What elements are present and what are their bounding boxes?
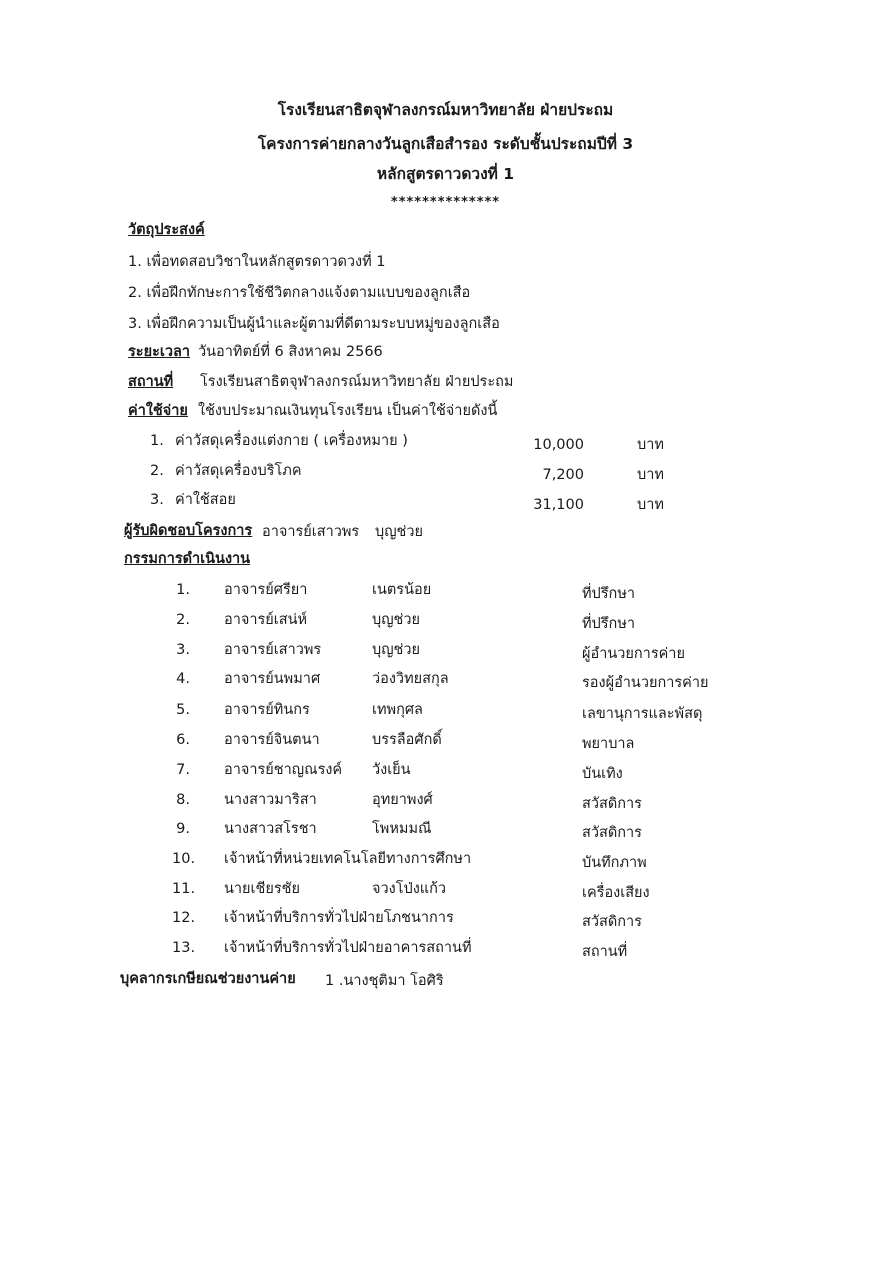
budget-item-unit: บาท [637, 497, 664, 513]
objective-item: 2. เพื่อฝึกทักษะการใช้ชีวิตกลางแจ้งตามแบบของลูกเสือ [128, 285, 471, 301]
committee-member-no: 2. [176, 612, 190, 628]
objective-item: 3. เพื่อฝึกความเป็นผู้นำและผู้ตามที่ดีตามระบบหมู่ของลูกเสือ [128, 316, 500, 332]
stars-divider: ************** [390, 195, 501, 210]
objectives-heading: วัตถุประสงค์ [128, 222, 205, 238]
committee-member-name: เจ้าหน้าที่หน่วยเทคโนโลยีทางการศึกษา [224, 851, 472, 867]
course-title: หลักสูตรดาวดวงที่ 1 [376, 165, 515, 183]
committee-member-role: สวัสดิการ [582, 796, 642, 812]
committee-member-role: พยาบาล [582, 736, 635, 752]
committee-member-role: บันทึกภาพ [582, 855, 647, 871]
retired-staff-label: บุคลากรเกษียณช่วยงานค่าย [120, 971, 296, 987]
responsible-last-name: บุญช่วย [375, 524, 424, 540]
committee-member-name: นายเชียรชัย [224, 881, 300, 897]
committee-member-role: ผู้อำนวยการค่าย [582, 646, 685, 662]
budget-item-unit: บาท [637, 467, 664, 483]
committee-member-no: 9. [176, 821, 190, 837]
committee-member-no: 10. [172, 851, 196, 867]
committee-member-last-name: เทพกุศล [372, 702, 423, 718]
committee-member-name: อาจารย์เสน่ห์ [224, 612, 308, 628]
budget-item-amount: 10,000 [533, 437, 584, 453]
committee-member-last-name: อุทยาพงศ์ [372, 792, 433, 808]
committee-member-no: 3. [176, 642, 190, 658]
budget-item-no: 3. [150, 492, 164, 508]
committee-member-last-name: จวงโป่งแก้ว [372, 881, 447, 897]
budget-item-name: ค่าวัสดุเครื่องแต่งกาย ( เครื่องหมาย ) [175, 433, 408, 449]
committee-member-name: อาจารย์ศรียา [224, 582, 308, 598]
committee-member-no: 6. [176, 732, 190, 748]
committee-member-no: 13. [172, 940, 196, 956]
responsible-label: ผู้รับผิดชอบโครงการ [124, 523, 253, 539]
committee-member-last-name: บุญช่วย [372, 612, 421, 628]
committee-member-name: อาจารย์ชาญณรงค์ [224, 762, 343, 778]
school-title: โรงเรียนสาธิตจุฬาลงกรณ์มหาวิทยาลัย ฝ่ายประถม [277, 101, 614, 119]
duration-value: วันอาทิตย์ที่ 6 สิงหาคม 2566 [198, 344, 383, 360]
committee-member-name: อาจารย์ทินกร [224, 702, 310, 718]
committee-member-no: 11. [172, 881, 196, 897]
budget-item-name: ค่าวัสดุเครื่องบริโภค [175, 463, 302, 479]
budget-item-no: 1. [150, 433, 164, 449]
objective-item: 1. เพื่อทดสอบวิชาในหลักสูตรดาวดวงที่ 1 [128, 254, 386, 270]
budget-item-amount: 31,100 [533, 497, 584, 513]
duration-label: ระยะเวลา [128, 344, 190, 360]
committee-member-last-name: วังเย็น [372, 762, 411, 778]
committee-member-last-name: บุญช่วย [372, 642, 421, 658]
committee-member-name: อาจารย์เสาวพร [224, 642, 322, 658]
location-value: โรงเรียนสาธิตจุฬาลงกรณ์มหาวิทยาลัย ฝ่ายประถม [200, 374, 514, 390]
project-title: โครงการค่ายกลางวันลูกเสือสำรอง ระดับชั้นประถมปีที่ 3 [257, 135, 634, 153]
committee-member-role: ที่ปรึกษา [582, 586, 636, 602]
committee-member-name: นางสาวมาริสา [224, 792, 317, 808]
budget-item-amount: 7,200 [542, 467, 584, 483]
budget-item-no: 2. [150, 463, 164, 479]
committee-member-last-name: เนตรน้อย [372, 582, 432, 598]
committee-member-role: ที่ปรึกษา [582, 616, 636, 632]
budget-desc: ใช้งบประมาณเงินทุนโรงเรียน เป็นค่าใช้จ่ายดังนี้ [198, 403, 498, 419]
committee-member-no: 7. [176, 762, 190, 778]
committee-member-last-name: บรรลือศักดิ์ [372, 732, 442, 748]
committee-member-name: อาจารย์นพมาศ [224, 671, 321, 687]
location-label: สถานที่ [128, 374, 174, 390]
retired-staff-value: 1 .นางชุติมา โอศิริ [325, 973, 444, 989]
committee-member-name: อาจารย์จินตนา [224, 732, 320, 748]
committee-member-role: สถานที่ [582, 944, 628, 960]
committee-member-no: 12. [172, 910, 196, 926]
budget-item-name: ค่าใช้สอย [175, 492, 236, 508]
committee-member-role: รองผู้อำนวยการค่าย [582, 675, 709, 691]
committee-heading: กรรมการดำเนินงาน [124, 551, 251, 567]
committee-member-last-name: ว่องวิทยสกุล [372, 671, 449, 687]
committee-member-name: เจ้าหน้าที่บริการทั่วไปฝ่ายโภชนาการ [224, 910, 454, 926]
committee-member-no: 5. [176, 702, 190, 718]
committee-member-no: 4. [176, 671, 190, 687]
committee-member-name: เจ้าหน้าที่บริการทั่วไปฝ่ายอาคารสถานที่ [224, 940, 472, 956]
budget-item-unit: บาท [637, 437, 664, 453]
committee-member-name: นางสาวสโรชา [224, 821, 317, 837]
committee-member-last-name: โพหมมณี [372, 821, 432, 837]
committee-member-role: สวัสดิการ [582, 914, 642, 930]
committee-member-no: 1. [176, 582, 190, 598]
committee-member-role: เลขานุการและพัสดุ [582, 706, 703, 722]
committee-member-role: สวัสดิการ [582, 825, 642, 841]
committee-member-role: เครื่องเสียง [582, 885, 650, 901]
committee-member-role: บันเทิง [582, 766, 623, 782]
budget-label: ค่าใช้จ่าย [128, 403, 188, 419]
committee-member-no: 8. [176, 792, 190, 808]
responsible-first-name: อาจารย์เสาวพร [262, 524, 360, 540]
